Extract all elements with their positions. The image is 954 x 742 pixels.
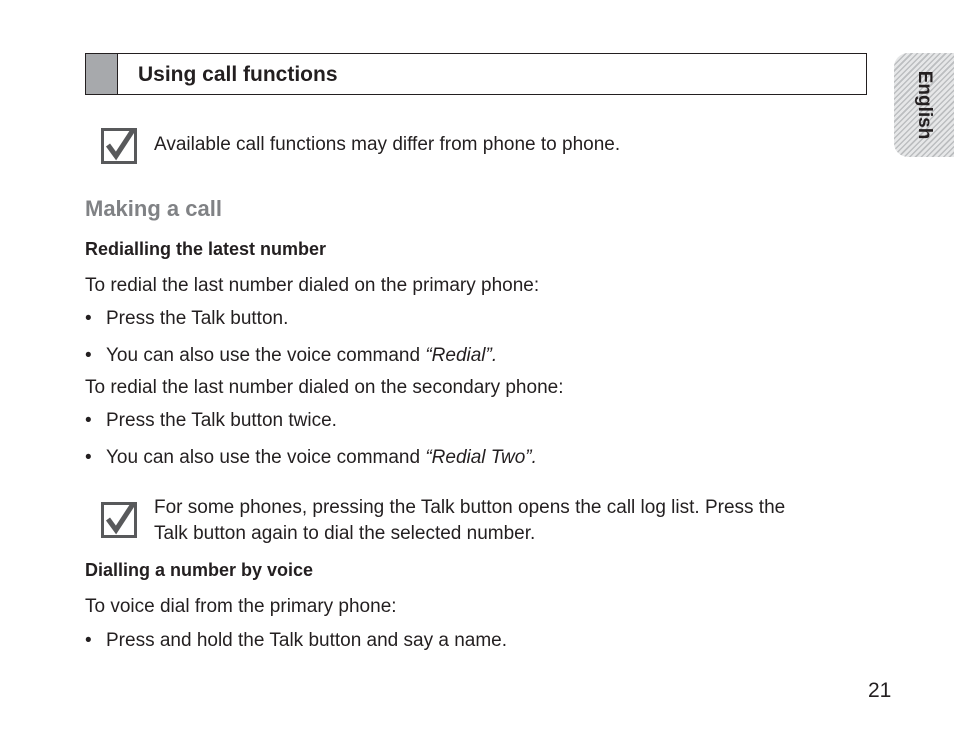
- list-item-text: [106, 447, 537, 469]
- bullet-marker: •: [85, 410, 92, 431]
- list-item: [85, 447, 785, 473]
- voice-command: “Redial Two”.: [425, 447, 537, 468]
- note-text-line2: Talk button again to dial the selected number.: [154, 523, 536, 544]
- note-text-line1: For some phones, pressing the Talk button opens the call log list. Press the: [154, 497, 786, 518]
- list-item-text: Press and hold the Talk button and say a name.: [106, 630, 508, 651]
- bullet-marker: •: [85, 447, 92, 468]
- paragraph-primary-redial: To redial the last number dialed on the primary phone:: [85, 275, 540, 296]
- bullet-marker: •: [85, 308, 92, 329]
- list-item: [85, 410, 785, 436]
- list-item-text: [106, 345, 497, 367]
- checkbox-icon: [101, 128, 137, 164]
- list-item: [85, 630, 785, 656]
- page-number: 21: [868, 679, 892, 702]
- checkbox-icon: [101, 502, 137, 538]
- topic-heading-redial: Redialling the latest number: [85, 239, 327, 259]
- voice-command: “Redial”.: [425, 345, 498, 366]
- language-label: English: [914, 70, 935, 140]
- list-item: [85, 345, 785, 371]
- list-item-text-plain: You can also use the voice command: [106, 447, 426, 468]
- bullet-marker: •: [85, 345, 92, 366]
- subsection-heading: Making a call: [85, 196, 222, 221]
- paragraph-voice-dial: To voice dial from the primary phone:: [85, 596, 397, 617]
- language-tab: [894, 53, 954, 157]
- section-title: Using call functions: [138, 63, 338, 86]
- topic-heading-voice-dial: Dialling a number by voice: [85, 560, 314, 580]
- list-item-text: Press the Talk button twice.: [106, 410, 337, 431]
- note-text: Available call functions may differ from phone to phone.: [154, 134, 621, 155]
- bullet-marker: •: [85, 630, 92, 651]
- list-item-text-plain: You can also use the voice command: [106, 345, 426, 366]
- list-item-text: Press the Talk button.: [106, 308, 289, 329]
- paragraph-secondary-redial: To redial the last number dialed on the secondary phone:: [85, 377, 564, 398]
- section-title-bar: [85, 53, 867, 95]
- title-tab-marker: [86, 54, 118, 94]
- list-item: [85, 308, 785, 334]
